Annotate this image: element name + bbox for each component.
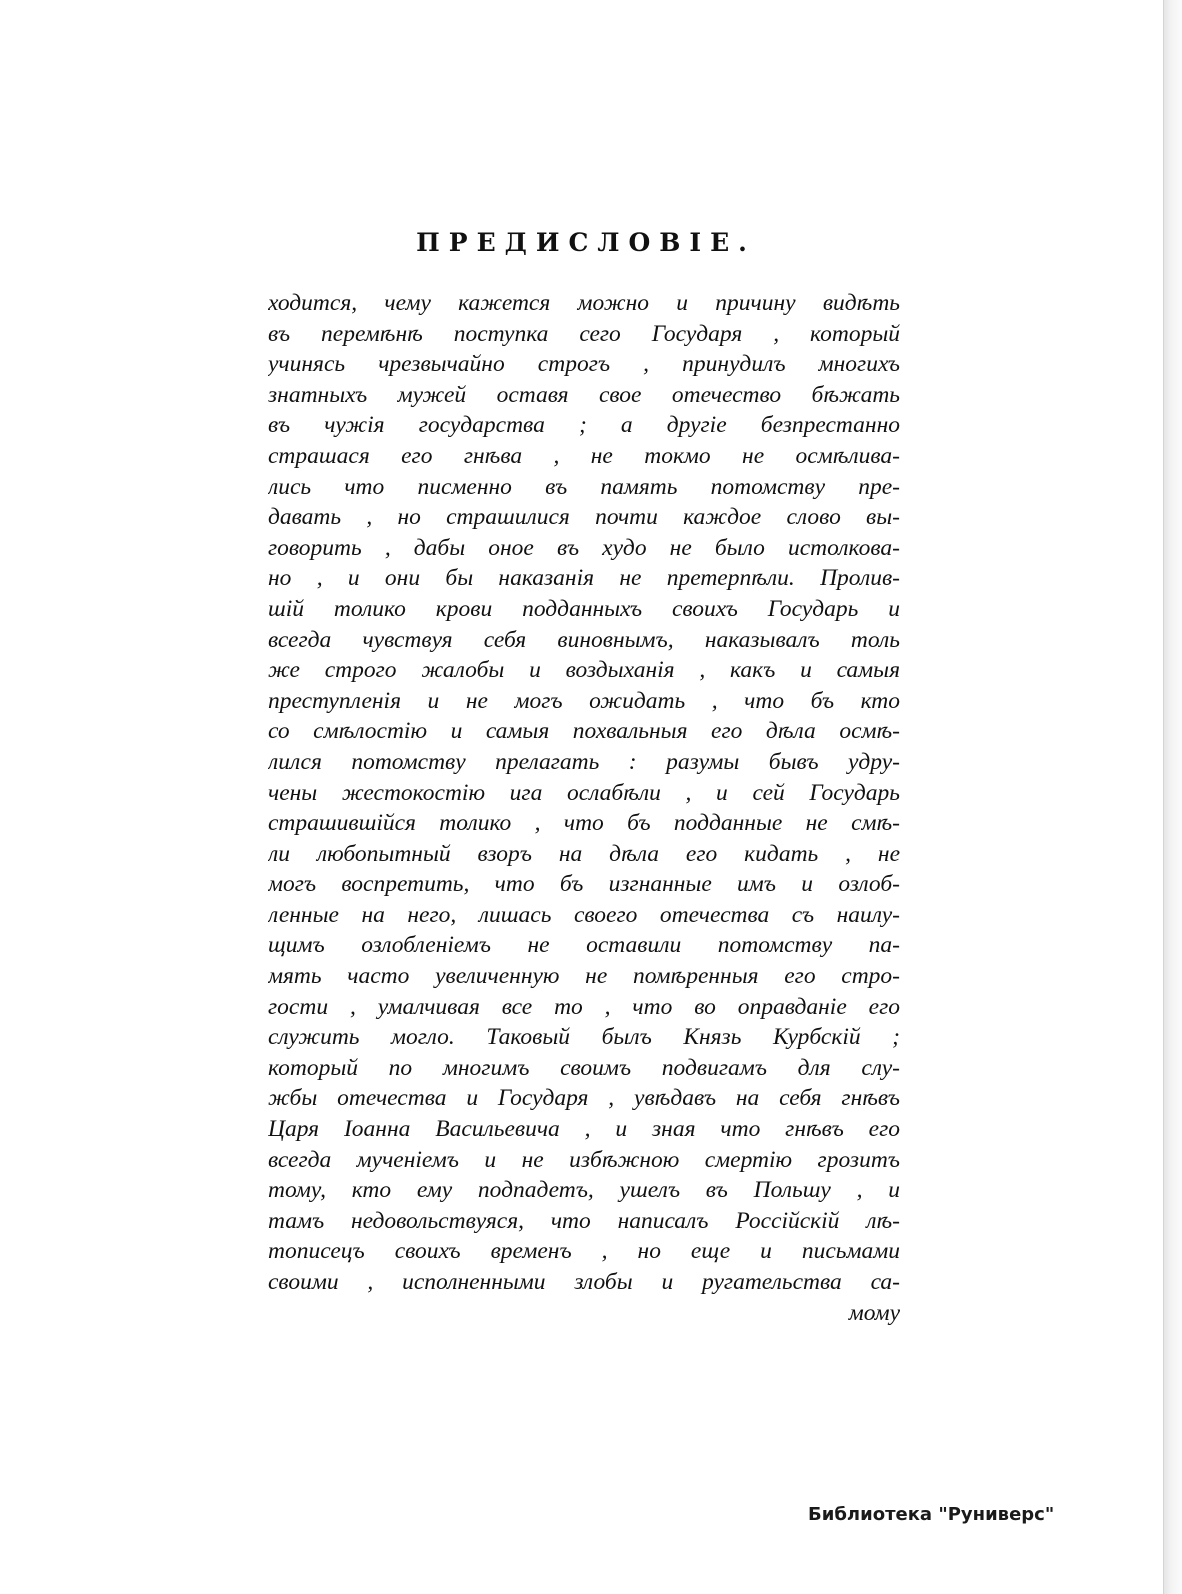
catchword: мому	[848, 1299, 900, 1326]
text-line: Царя Іоанна Васильевича , и зная что гнѣвъ его	[268, 1116, 900, 1143]
text-line: знатныхъ мужей оставя свое отечество бѣжать	[268, 381, 900, 408]
text-line: ленные на него, лишась своего отечества съ наилу-	[268, 901, 900, 928]
text-line: давать , но страшилися почти каждое слово вы-	[268, 504, 900, 531]
body-text	[268, 288, 900, 1328]
text-line: ходится, чему кажется можно и причину видѣть	[268, 290, 900, 316]
text-line: въ перемѣнѣ поступка сего Государя , который	[268, 320, 900, 347]
text-line: преступленія и не могъ ожидать , что бъ кто	[268, 687, 900, 714]
text-line: страшившійся толико , что бъ подданные не смѣ-	[268, 810, 900, 837]
text-line: ли любопытный взоръ на дѣла его кидать , не	[268, 840, 900, 867]
page-heading: ПРЕДИСЛОВІЕ.	[416, 228, 756, 257]
library-watermark: Библиотека "Руниверс"	[808, 1504, 1055, 1525]
text-line: со смѣлостію и самыя похвальныя его дѣла осмѣ-	[268, 718, 900, 745]
text-line: могъ воспретить, что бъ изгнанные имъ и озлоб-	[268, 871, 900, 898]
text-line: лился потомству прелагать : разумы бывъ удру-	[268, 748, 900, 775]
text-line: чены жестокостію ига ослабѣли , и сей Государь	[268, 779, 900, 806]
text-line: учинясь чрезвычайно строгъ , принудилъ многихъ	[268, 351, 900, 378]
text-line: но , и они бы наказанія не претерпѣли. Пролив-	[268, 565, 900, 592]
page-edge-divider	[1163, 0, 1182, 1594]
text-line: тому, кто ему подпадетъ, ушелъ въ Польшу , и	[268, 1177, 900, 1204]
text-line: же строго жалобы и воздыханія , какъ и самыя	[268, 657, 900, 684]
text-line: который по многимъ своимъ подвигамъ для слу-	[268, 1054, 900, 1081]
text-line: тописецъ своихъ временъ , но еще и письмами	[268, 1238, 900, 1265]
text-line: лись что писменно въ память потомству пре-	[268, 473, 900, 500]
text-line: всегда чувствуя себя виновнымъ, наказывалъ толь	[268, 626, 900, 653]
text-line: мять часто увеличенную не помѣренныя его стро-	[268, 963, 900, 990]
text-line: щимъ озлобленіемъ не оставили потомству па-	[268, 932, 900, 959]
text-line: своими , исполненными злобы и ругательства са-	[268, 1269, 900, 1295]
text-line: гости , умалчивая все то , что во оправданіе его	[268, 993, 900, 1020]
text-line: тамъ недовольствуяся, что написалъ Россійскій лѣ-	[268, 1207, 900, 1234]
text-line: всегда мученіемъ и не избѣжною смертію грозитъ	[268, 1146, 900, 1173]
text-line: жбы отечества и Государя , увѣдавъ на себя гнѣвъ	[268, 1085, 900, 1112]
text-line: шій толико крови подданныхъ своихъ Государь и	[268, 595, 900, 622]
text-line: страшася его гнѣва , не токмо не осмѣлива-	[268, 442, 900, 469]
text-line: служить могло. Таковый былъ Князь Курбскій ;	[268, 1024, 900, 1051]
text-line: говорить , дабы оное въ худо не было истолкова-	[268, 534, 900, 561]
text-line: въ чужія государства ; а другіе безпрестанно	[268, 412, 900, 439]
